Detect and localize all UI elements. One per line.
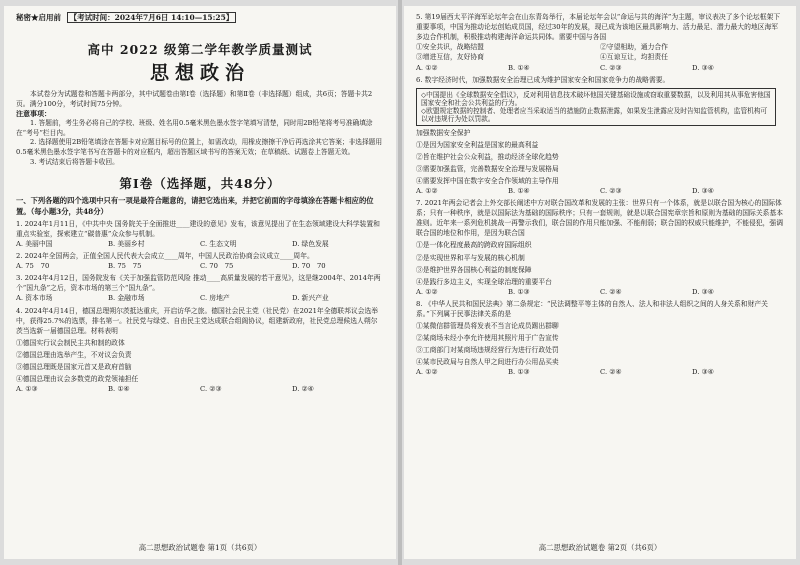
- exam-page-2: [404, 6, 796, 559]
- question-8: 8. 《中华人民共和国民法典》第二条规定：“民法调整平等主体的自然人、法人和非法人组织之间的人身关系和财产关系。”下列属于民事法律关系的是: [416, 299, 768, 318]
- notice-item-3: 3. 考试结束后将答题卡收回。: [30, 157, 119, 166]
- option-a: A. 美丽中国: [16, 239, 53, 248]
- header-line: [16, 13, 384, 22]
- question-6-item-4: ④需要发挥中国在数字安全合作领域的主导作用: [416, 177, 559, 186]
- section-instructions: 一、下列各题的四个选项中只有一项是最符合题意的，请把它选出来，并把它前面的字母填涂在答题卡相应的位置。（每小题3分，共48分）: [16, 196, 374, 216]
- item-4: ④互谅互让，均担责任: [600, 53, 668, 62]
- option-a: A. ①②: [416, 63, 438, 72]
- option-d: D. ②④: [292, 385, 314, 393]
- option-d: D. ③④: [692, 187, 714, 196]
- question-2: 2. 2024年全国两会，正值全国人民代表大会成立____周年，中国人民政治协商会议成立____周年。: [16, 252, 314, 261]
- option-d: D. ③④: [692, 368, 714, 377]
- question-6-item-1: ①是因为国家安全利益是国家的最高利益: [416, 140, 539, 149]
- question-4-options: [16, 384, 384, 394]
- page-footer: 高二思想政治试题卷 第2页（共6页）: [538, 543, 662, 553]
- question-6-material-box: [416, 88, 776, 126]
- exam-title: 高中 2022 级第二学年教学质量测试: [87, 42, 313, 57]
- question-7-item-4: ④是践行多边主义，实现全球治理的重要平台: [416, 277, 552, 286]
- question-7-item-2: ②是实现世界和平与发展的核心机制: [416, 253, 525, 262]
- question-4-item-2: ②德国总理由选举产生，不对议会负责: [16, 350, 132, 359]
- notice-item-1: 1. 答题前，考生务必将自己的学校、班级、姓名用0.5毫米黑色墨水签字笔填写清楚，同时用2B铅笔将考号准确填涂在“考号”栏目内。: [16, 118, 373, 137]
- option-d: D. 70 70: [292, 262, 326, 271]
- option-b: B. 75 75: [108, 262, 142, 271]
- item-3: ③增进互信，友好协商: [416, 53, 484, 62]
- question-8-options: [416, 367, 784, 377]
- material-china: ◇中国提出《全球数据安全倡议》，反对利用信息技术破坏他国关键基础设施或窃取重要数据，以及利用其从事危害他国国家安全和社会公共利益的行为。: [421, 90, 771, 107]
- notice-item-2: 2. 选择题使用2B铅笔填涂在答题卡对应题目标号的位置上，如需改动，用橡皮擦擦干净后再选涂其它答案；非选择题用0.5毫米黑色墨水签字笔书写在答题卡的对应框内，超出答题区域书写的答案无效；在草稿纸、试题卷上答题无效。: [16, 138, 383, 157]
- option-c: C. ②③: [200, 385, 222, 393]
- option-a: A. ①②: [416, 368, 438, 377]
- option-b: B. ①④: [108, 385, 130, 393]
- option-d: D. ③④: [692, 287, 714, 296]
- question-3-options: [16, 293, 384, 303]
- option-b: B. 金融市场: [108, 294, 145, 303]
- option-a: A. ①②: [416, 187, 438, 196]
- question-8-item-4: ④某市民政局与自然人甲之间进行办公用品买卖: [416, 358, 559, 367]
- option-c: C. ②④: [600, 287, 622, 296]
- question-3: 3. 2024年4月12日，国务院发布《关于加强监管防范风险 推动____高质量发展的若干意见》，这是继2004年、2014年两个“国九条”之后，资本市场的第三个“国九条”。: [16, 274, 381, 293]
- exam-intro: 本试卷分为试题卷和答题卡两部分，其中试题卷由第Ⅰ卷（选择题）和第Ⅱ卷（非选择题）组成，共6页；答题卡共2页。满分100分，考试时间75分钟。: [16, 89, 373, 108]
- question-8-item-1: ①某微信群管理员将发表不当言论成员踢出群聊: [416, 321, 559, 330]
- item-2: ②守望相助，通力合作: [600, 43, 668, 52]
- option-b: B. ①③: [508, 287, 530, 296]
- question-6-item-2: ②旨在维护社会公众利益，推动经济全球化趋势: [416, 152, 559, 161]
- option-c: C. 生态文明: [200, 239, 237, 248]
- exam-time: 【考试时间：2024年7月6日 14:10—15:25】: [67, 12, 237, 23]
- option-a: A. 75 70: [16, 262, 50, 271]
- question-7: 7. 2021年两会记者会上外交部长阐述中方对联合国改革和发展的主张：世界只有一个体系，就是以联合国为核心的国际体系；只有一种秩序，就是以国际法为基础的国际秩序；只有一套规则，就是以联合国宪章宗旨和原则为基础的国际关系基本准则。近年来一系列危机挑战一再警示我们，联合国的作用只能加强、不能削弱；联合国的权威只能维护，不能侵犯，强调联合国的地位和作用，是因为联合国: [416, 199, 784, 238]
- option-c: C. ②③: [600, 63, 622, 72]
- option-a: A. ①③: [16, 385, 38, 393]
- question-1-options: [16, 239, 384, 249]
- option-b: B. ①③: [508, 368, 530, 377]
- notice-block: [16, 110, 384, 167]
- page-fold: [398, 0, 402, 565]
- option-c: C. ②④: [600, 368, 622, 377]
- question-7-item-3: ③是维护世界各国核心利益的制度保障: [416, 265, 532, 274]
- question-5-options: [416, 63, 784, 73]
- option-b: B. ①④: [508, 187, 530, 196]
- subject-title: 思想政治: [149, 62, 250, 84]
- option-a: A. ①②: [416, 287, 438, 296]
- question-4-item-4: ④德国总理由议会多数党的政党领袖担任: [16, 374, 139, 383]
- question-6: 6. 数字经济时代，加强数据安全治理已成为维护国家安全和国家竞争力的战略需要。: [416, 75, 670, 84]
- question-6-lead: 加强数据安全保护: [416, 128, 471, 137]
- option-d: D. 绿色发展: [292, 239, 329, 248]
- option-d: D. ③④: [692, 63, 714, 72]
- question-7-options: [416, 287, 784, 297]
- option-c: C. 房地产: [200, 294, 230, 303]
- page-footer: 高二思想政治试题卷 第1页（共6页）: [138, 543, 262, 553]
- notice-heading: 注意事项：: [16, 109, 51, 119]
- secret-label: 秘密★启用前: [16, 13, 61, 22]
- question-8-item-3: ③工商部门对某商场违规经营行为进行行政处罚: [416, 346, 559, 355]
- question-4-item-3: ③德国总理既是国家元首又是政府首脑: [16, 362, 132, 371]
- question-4-item-1: ①德国实行议会制民主共和制的政体: [16, 338, 125, 347]
- question-5-items-row-1: [416, 42, 784, 52]
- question-5-items-row-2: [416, 52, 784, 62]
- item-1: ①安全共识，战略结盟: [416, 43, 484, 52]
- question-6-options: [416, 186, 784, 196]
- material-eu: ◇欧盟规定数据的控制者、处理者应当采取适当的措施防止数据泄露，如果发生泄露应及时告知监管机构，监管机构可以对违规行为处以罚款。: [421, 106, 768, 123]
- option-c: C. 70 75: [200, 262, 234, 271]
- question-7-item-1: ①是一体化程度最高的跨政府国际组织: [416, 241, 532, 250]
- question-2-options: [16, 261, 384, 271]
- option-a: A. 资本市场: [16, 294, 53, 303]
- option-c: C. ②③: [600, 187, 622, 196]
- question-4: 4. 2024年4月14日，德国总理朔尔茨抵达重庆，开启访华之旅。德国社会民主党（社民党）在2021年全德联邦议会选举中，获得25.7%的选票，排名第一。社民党与绿党、自由民主党达成联合组阁协议，组建新政府，社民党总理候选人朔尔茨当选新一届德国总理。材料表明: [16, 306, 379, 335]
- question-6-item-3: ③需要加强监管，完善数据安全治理与发展格局: [416, 165, 559, 174]
- exam-page-1: [4, 6, 396, 559]
- option-d: D. 新兴产业: [292, 294, 329, 303]
- volume-title: 第Ⅰ卷（选择题，共48分）: [119, 176, 281, 192]
- question-5: 5. 第19届西太平洋海军论坛年会在山东青岛举行，本届论坛年会以“命运与共的海洋”为主题，审议表决了多个论坛框架下重要事项，中国为推动论坛创始成员国，经过30年的发展，现已成为该地区最具影响力、活力最足、潜力最大的地区海军多边合作机制，积极推动构建海洋命运共同体。需要中国与各国: [416, 13, 781, 42]
- question-8-item-2: ②某商场未经小李允许使用其照片用于广告宣传: [416, 334, 559, 342]
- question-1: 1. 2024年1月11日，《中共中央 国务院关于全面推进____建设的意见》发布，该意见提出了在生态领域建设大科学装置和重点实验室，探索建立“碳普惠”众众参与机制。: [16, 219, 380, 238]
- option-b: B. ①④: [508, 63, 530, 72]
- option-b: B. 美丽乡村: [108, 239, 145, 248]
